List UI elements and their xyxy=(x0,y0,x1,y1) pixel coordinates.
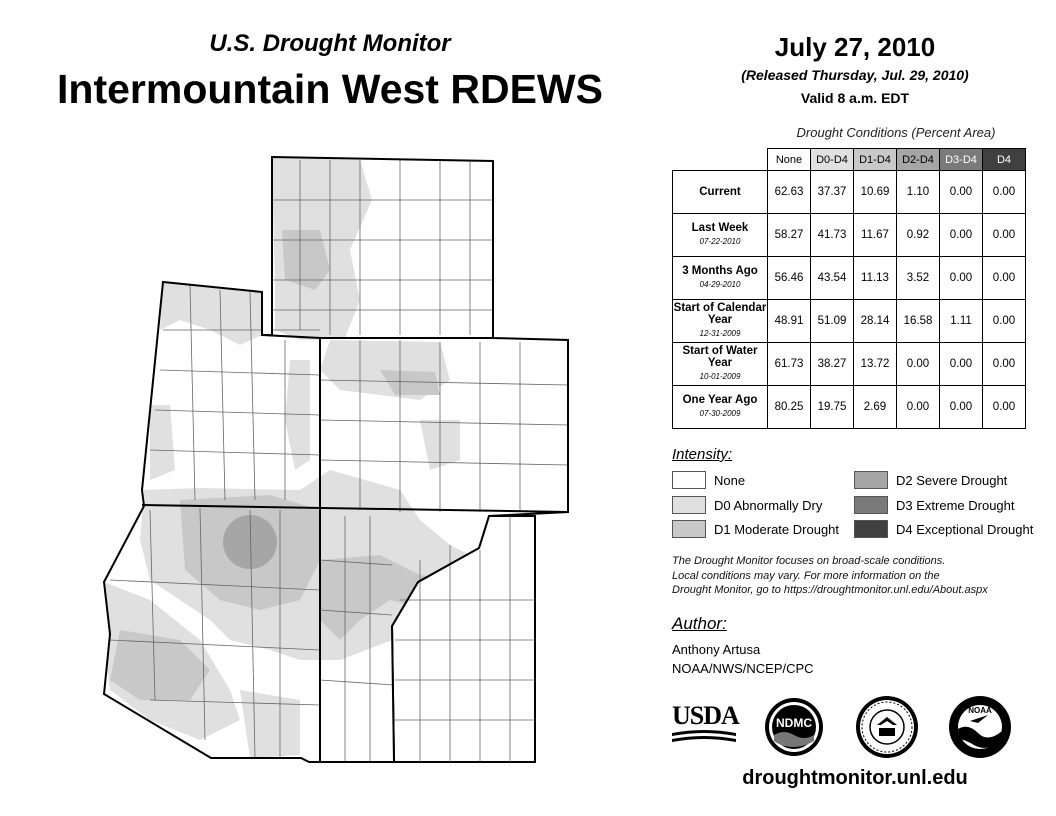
row-date: 12-31-2009 xyxy=(699,329,741,338)
table-cell: 56.46 xyxy=(768,257,811,300)
table-cell: 51.09 xyxy=(811,300,854,343)
table-cell: 61.73 xyxy=(768,343,811,386)
table-cell: 0.00 xyxy=(983,343,1026,386)
legend-label: D3 Extreme Drought xyxy=(896,497,1015,513)
row-label: Start of Water Year xyxy=(682,345,758,369)
table-cell: 0.00 xyxy=(983,386,1026,429)
table-cell: 43.54 xyxy=(811,257,854,300)
table-cell: 11.67 xyxy=(854,214,897,257)
legend-label: D4 Exceptional Drought xyxy=(896,521,1034,537)
conditions-table xyxy=(672,148,1026,429)
legend-swatch xyxy=(672,471,706,489)
legend-item xyxy=(854,520,1033,538)
table-cell: 13.72 xyxy=(854,343,897,386)
usda-swoosh-icon xyxy=(672,729,736,747)
table-cell: 1.10 xyxy=(897,171,940,214)
table-cell: 0.00 xyxy=(983,257,1026,300)
row-date: 07-30-2009 xyxy=(699,409,741,418)
table-cell: 0.00 xyxy=(940,386,983,429)
legend-label: D1 Moderate Drought xyxy=(714,521,840,537)
commerce-seal-icon xyxy=(855,695,919,759)
valid-date: July 27, 2010 xyxy=(774,32,936,62)
table-cell: 10.69 xyxy=(854,171,897,214)
legend-swatch xyxy=(672,520,706,538)
table-cell: 80.25 xyxy=(768,386,811,429)
note-line: Local conditions may vary. For more information on the xyxy=(672,569,940,582)
legend-item xyxy=(854,471,1007,489)
footer-url-link[interactable]: droughtmonitor.unl.edu xyxy=(742,767,968,789)
table-cell: 0.00 xyxy=(940,257,983,300)
legend-swatch xyxy=(854,496,888,514)
legend-label: None xyxy=(714,472,746,488)
column-header: D3-D4 xyxy=(940,149,983,171)
valid-time: Valid 8 a.m. EDT xyxy=(800,90,910,106)
table-cell: 16.58 xyxy=(897,300,940,343)
disclaimer-note xyxy=(672,554,1042,598)
table-cell: 48.91 xyxy=(768,300,811,343)
table-row xyxy=(673,300,1026,343)
table-cell: 58.27 xyxy=(768,214,811,257)
legend-item xyxy=(672,471,745,489)
table-row xyxy=(673,343,1026,386)
map-subtitle: U.S. Drought Monitor xyxy=(209,30,451,57)
note-line: Drought Monitor, go to https://droughtmonitor.unl.edu/About.aspx xyxy=(672,584,988,596)
table-cell: 41.73 xyxy=(811,214,854,257)
legend-label: D0 Abnormally Dry xyxy=(714,497,823,513)
table-cell: 2.69 xyxy=(854,386,897,429)
release-date: (Released Thursday, Jul. 29, 2010) xyxy=(741,67,969,83)
legend-swatch xyxy=(854,471,888,489)
ndmc-logo xyxy=(764,697,824,757)
author-organization: NOAA/NWS/NCEP/CPC xyxy=(672,661,814,676)
table-cell: 62.63 xyxy=(768,171,811,214)
map-title: Intermountain West RDEWS xyxy=(57,66,603,112)
ndmc-logo-text: NDMC xyxy=(776,716,812,730)
column-header: D4 xyxy=(983,149,1026,171)
table-cell: 0.00 xyxy=(940,343,983,386)
table-cell: 3.52 xyxy=(897,257,940,300)
row-date: 04-29-2010 xyxy=(699,280,741,289)
table-cell: 1.11 xyxy=(940,300,983,343)
table-cell: 11.13 xyxy=(854,257,897,300)
row-date: 07-22-2010 xyxy=(699,237,741,246)
table-cell: 28.14 xyxy=(854,300,897,343)
usda-logo xyxy=(672,701,739,749)
row-label: 3 Months Ago xyxy=(682,265,758,277)
legend-label: D2 Severe Drought xyxy=(896,472,1008,488)
drought-map xyxy=(80,150,580,775)
table-cell: 0.00 xyxy=(897,343,940,386)
row-label: Last Week xyxy=(691,222,749,234)
conditions-title: Drought Conditions (Percent Area) xyxy=(796,125,996,140)
table-cell: 0.00 xyxy=(983,300,1026,343)
legend-item xyxy=(854,496,1015,514)
column-header: D1-D4 xyxy=(854,149,897,171)
column-header: None xyxy=(768,149,811,171)
table-cell: 0.00 xyxy=(940,171,983,214)
table-cell: 38.27 xyxy=(811,343,854,386)
table-row xyxy=(673,386,1026,429)
legend-title: Intensity: xyxy=(672,446,733,463)
table-cell: 37.37 xyxy=(811,171,854,214)
legend-swatch xyxy=(854,520,888,538)
noaa-logo-text: NOAA xyxy=(968,706,992,715)
table-cell: 0.92 xyxy=(897,214,940,257)
column-header: D0-D4 xyxy=(811,149,854,171)
usda-logo-text: USDA xyxy=(672,701,739,730)
conditions-header-row xyxy=(673,149,1026,171)
legend-item xyxy=(672,496,822,514)
row-label: Start of Calendar Year xyxy=(673,302,767,326)
table-cell: 0.00 xyxy=(983,214,1026,257)
author-heading: Author: xyxy=(672,614,727,633)
row-label: Current xyxy=(699,186,741,198)
legend-swatch xyxy=(672,496,706,514)
legend-item xyxy=(672,520,839,538)
table-cell: 0.00 xyxy=(940,214,983,257)
row-label: One Year Ago xyxy=(682,394,758,406)
noaa-logo xyxy=(948,695,1012,759)
row-date: 10-01-2009 xyxy=(699,372,741,381)
table-cell: 0.00 xyxy=(983,171,1026,214)
table-row xyxy=(673,257,1026,300)
table-cell: 19.75 xyxy=(811,386,854,429)
column-header: D2-D4 xyxy=(897,149,940,171)
table-row xyxy=(673,171,1026,214)
table-row xyxy=(673,214,1026,257)
table-cell: 0.00 xyxy=(897,386,940,429)
note-line: The Drought Monitor focuses on broad-scale conditions. xyxy=(672,555,946,567)
author-name: Anthony Artusa xyxy=(672,642,761,657)
